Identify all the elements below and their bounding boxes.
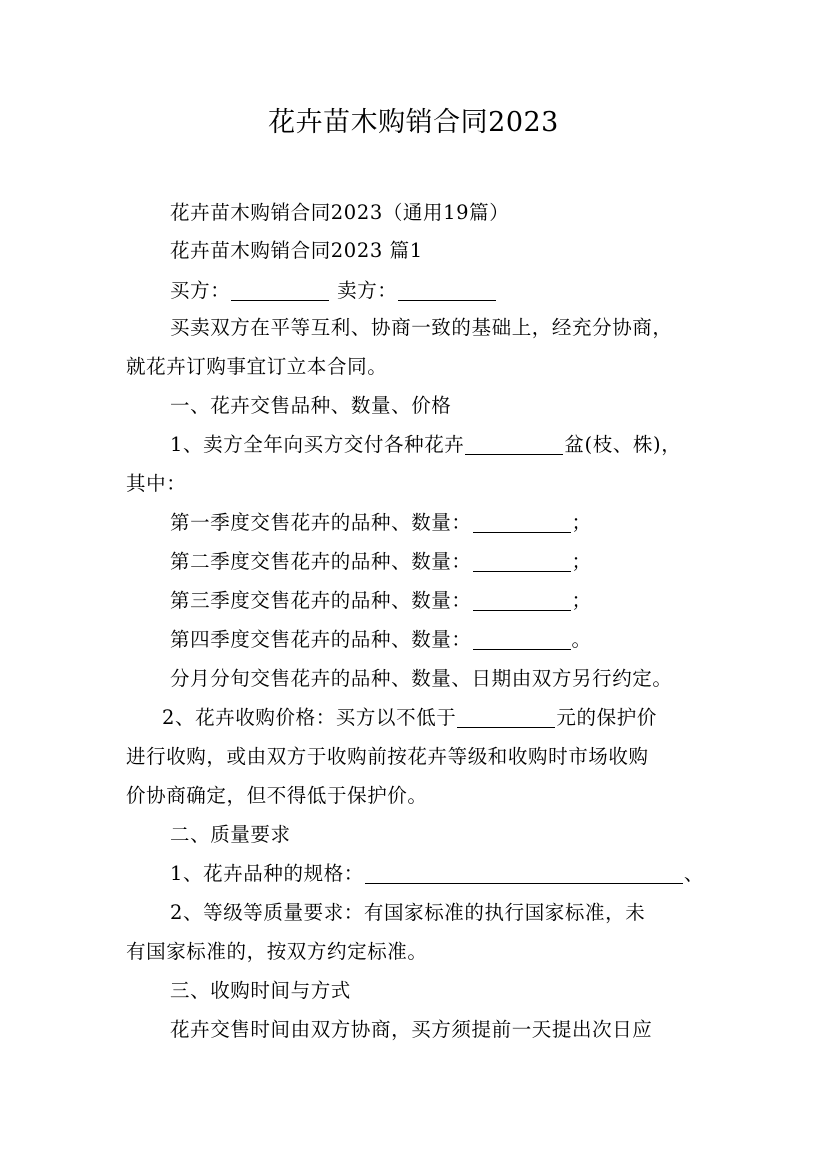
quarter-line xyxy=(170,586,592,616)
paragraph-line: 分月分旬交售花卉的品种、数量、日期由双方另行约定。 xyxy=(170,667,673,690)
text-span: 1、卖方全年向买方交付各种花卉 xyxy=(170,433,465,456)
spec-blank xyxy=(365,863,683,884)
q2-blank xyxy=(473,551,571,572)
seller-blank xyxy=(398,280,496,301)
paragraph-line: 2、等级等质量要求：有国家标准的执行国家标准，未 xyxy=(170,901,646,924)
quantity-blank xyxy=(465,434,563,455)
clause-heading-3: 三、收购时间与方式 xyxy=(170,979,351,1002)
quarter-line xyxy=(170,547,592,577)
text-span: 盆(枝、株)， xyxy=(564,433,682,456)
document-title: 花卉苗木购销合同2023 xyxy=(268,107,559,138)
text-span: 第三季度交售花卉的品种、数量： xyxy=(170,589,472,612)
text-span: ； xyxy=(571,550,592,573)
text-span: 第四季度交售花卉的品种、数量： xyxy=(170,628,472,651)
text-span: 1、花卉品种的规格： xyxy=(170,862,364,885)
text-span: 。 xyxy=(571,628,592,651)
clause-heading-2: 二、质量要求 xyxy=(170,823,291,846)
buyer-blank xyxy=(231,280,329,301)
price-blank xyxy=(457,707,555,728)
text-span: 第一季度交售花卉的品种、数量： xyxy=(170,511,472,534)
text-span: 2、花卉收购价格：买方以不低于 xyxy=(162,706,457,729)
text-span: 、 xyxy=(683,862,705,885)
text-span: ； xyxy=(571,511,592,534)
paragraph-line: 就花卉订购事宜订立本合同。 xyxy=(126,355,388,378)
section-heading-1: 花卉苗木购销合同2023 篇1 xyxy=(170,239,423,262)
paragraph-line: 有国家标准的，按双方约定标准。 xyxy=(126,940,428,963)
paragraph-line: 价协商确定，但不得低于保护价。 xyxy=(126,784,428,807)
subtitle-line: 花卉苗木购销合同2023（通用19篇） xyxy=(170,201,510,224)
quarter-line xyxy=(170,625,592,655)
paragraph-line: 买卖双方在平等互利、协商一致的基础上，经充分协商， xyxy=(170,316,673,339)
quarter-line xyxy=(170,508,592,538)
paragraph-line: 花卉交售时间由双方协商，买方须提前一天提出次日应 xyxy=(170,1018,653,1041)
q4-blank xyxy=(473,629,571,650)
paragraph-line xyxy=(170,859,704,889)
q1-blank xyxy=(473,512,571,533)
paragraph-line: 进行收购，或由双方于收购前按花卉等级和收购时市场收购 xyxy=(126,745,649,768)
seller-label: 卖方： xyxy=(330,279,398,302)
parties-line xyxy=(170,276,497,306)
text-span: 第二季度交售花卉的品种、数量： xyxy=(170,550,472,573)
text-span: ； xyxy=(571,589,592,612)
text-span: 元的保护价 xyxy=(556,706,657,729)
paragraph-line xyxy=(162,703,657,733)
clause-heading-1: 一、花卉交售品种、数量、价格 xyxy=(170,394,452,417)
q3-blank xyxy=(473,590,571,611)
paragraph-line xyxy=(170,430,681,460)
buyer-label: 买方： xyxy=(170,279,231,302)
paragraph-line: 其中： xyxy=(126,472,187,495)
